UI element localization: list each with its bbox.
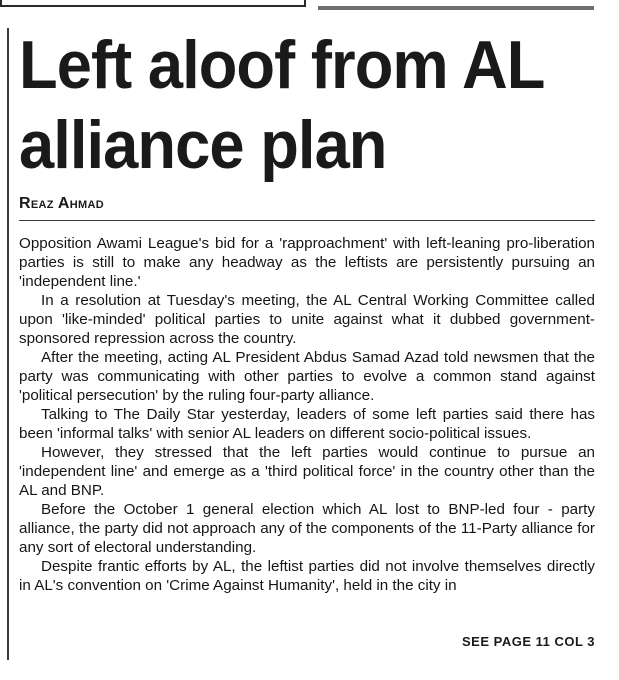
paragraph: In a resolution at Tuesday's meeting, the AL Central Working Committee called upon 'like-minded' political parties to unite against what it dubbed government-sponsored repression across the country. [19,292,595,347]
continuation-note: SEE PAGE 11 COL 3 [461,634,595,649]
top-rule-left [0,0,306,7]
paragraph: However, they stressed that the left parties would continue to pursue an 'independent line' and emerge as a 'third political force' in the country other than the AL and BNP. [19,444,595,499]
paragraph: Before the October 1 general election which AL lost to BNP-led four - party alliance, the party did not approach any of the components of the 11-Party alliance for any sort of electoral understanding. [19,501,595,556]
article-body [19,234,595,595]
byline: Reaz Ahmad [19,195,104,212]
headline: Left aloof from AL alliance plan [19,27,544,183]
top-rule-right [318,6,594,10]
paragraph: Talking to The Daily Star yesterday, leaders of some left parties said there has been 'informal talks' with senior AL leaders on different socio-political issues. [19,406,595,442]
paragraph: Despite frantic efforts by AL, the leftist parties did not involve themselves directly in AL's convention on 'Crime Against Humanity', held in the city in [19,558,595,594]
paragraph: After the meeting, acting AL President Abdus Samad Azad told newsmen that the party was communicating with other parties to evolve a common stand against 'political persecution' by the ruling four-party alliance. [19,349,595,404]
paragraph: Opposition Awami League's bid for a 'rapproachment' with left-leaning pro-liberation parties is still to make any headway as the leftists are persistently pursuing an 'independent line.' [19,235,595,290]
byline-divider [19,220,595,221]
column-border [7,28,9,660]
